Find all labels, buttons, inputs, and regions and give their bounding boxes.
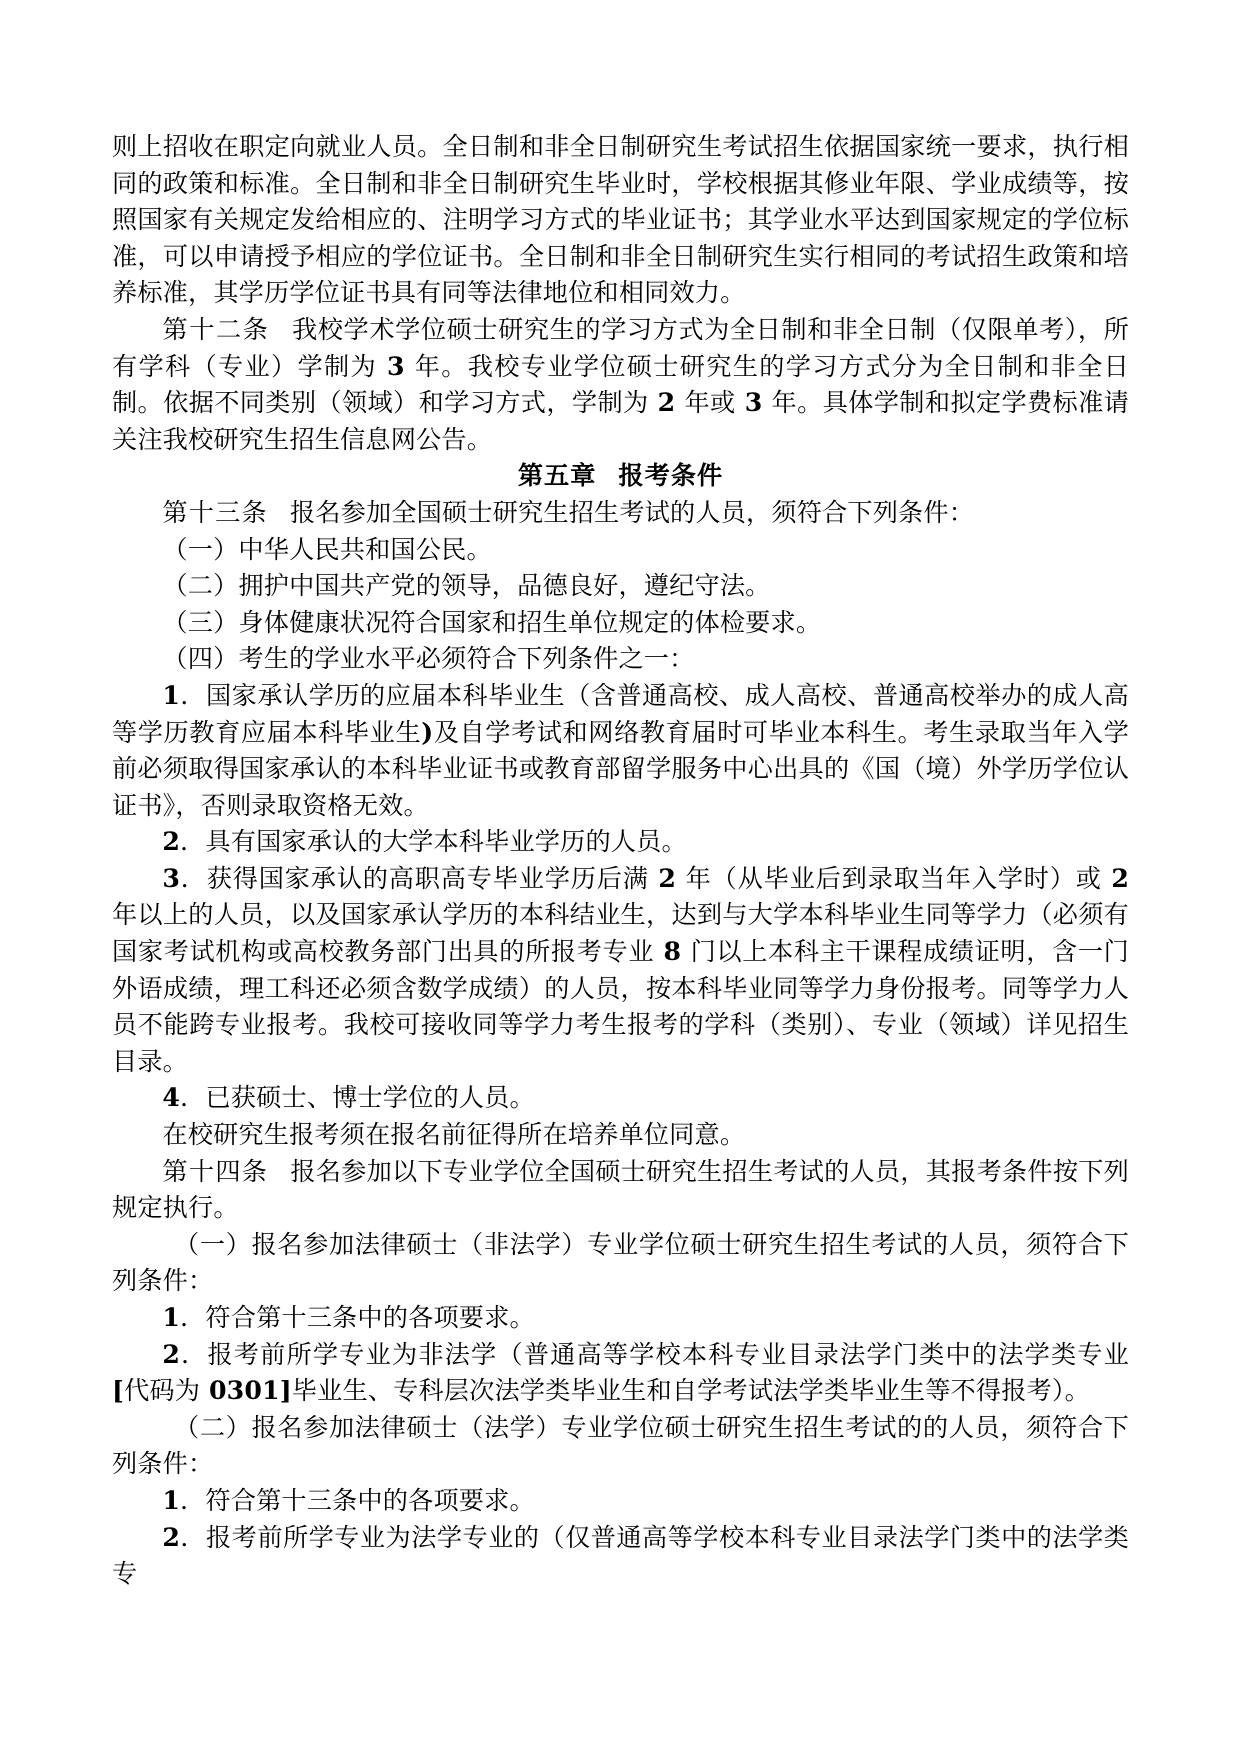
item-13-2: （二）拥护中国共产党的领导，品德良好，遵纪守法。 (162, 570, 771, 601)
item-14-1: （一）报名参加法律硕士（非法学）专业学位硕士研究生招生考试的人员，须符合下列条件： (112, 1228, 1129, 1296)
item-14-1-2: 2．报考前所学专业为非法学（普通高等学校本科专业目录法学门类中的法学类专业[代码为 0301]毕业生、专科层次法学类毕业生和自学考试法学类毕业生等不得报考）。 (112, 1338, 1129, 1406)
item-13-4-2: 2．具有国家承认的大学本科毕业学历的人员。 (162, 826, 687, 857)
article-thirteen-label: 第十三条 (162, 496, 268, 527)
item-14-2-1: 1．符合第十三条中的各项要求。 (162, 1484, 535, 1515)
article-twelve-label: 第十二条 (162, 313, 270, 344)
chapter-five-title: 报考条件 (618, 460, 724, 491)
item-13-4-1: 1．国家承认学历的应届本科毕业生（含普通高校、成人高校、普通高校举办的成人高等学历教育应届本科毕业生)及自学考试和网络教育届时可毕业本科生。考生录取当年入学前必须取得国家承认的本科毕业证书或教育部留学服务中心出具的《国（境）外学历学位认证书》，否则录取资格无效。 (112, 679, 1129, 820)
item-13-4: （四）考生的学业水平必须符合下列条件之一： (162, 643, 695, 674)
article-thirteen-text: 报名参加全国硕士研究生招生考试的人员，须符合下列条件： (289, 496, 975, 527)
item-14-2-2: 2．报考前所学专业为法学专业的（仅普通高等学校本科专业目录法学门类中的法学类专 (112, 1521, 1129, 1589)
item-13-1: （一）中华人民共和国公民。 (162, 533, 492, 564)
item-13-note: 在校研究生报考须在报名前征得所在培养单位同意。 (162, 1119, 746, 1150)
item-13-4-4: 4．已获硕士、博士学位的人员。 (162, 1082, 535, 1113)
item-13-3: （三）身体健康状况符合国家和招生单位规定的体检要求。 (162, 606, 822, 637)
article-fourteen (112, 1153, 1129, 1226)
chapter-five-number: 第五章 (517, 460, 597, 491)
article-twelve-text: 我校学术学位硕士研究生的学习方式为全日制和非全日制（仅限单考），所有学科（专业）学制为 3 年。我校专业学位硕士研究生的学习方式分为全日制和非全日制。依据不同类别（领域）和学习方式，学制为 2 年或 3 年。具体学制和拟定学费标准请关注我校研究生招生信息网公告。 (112, 313, 1129, 454)
article-fourteen-label: 第十四条 (162, 1155, 269, 1186)
article-fourteen-text: 报名参加以下专业学位全国硕士研究生招生考试的人员，其报考条件按下列规定执行。 (112, 1155, 1129, 1223)
article-twelve (112, 311, 1129, 457)
paragraph-continuation: 则上招收在职定向就业人员。全日制和非全日制研究生考试招生依据国家统一要求，执行相同的政策和标准。全日制和非全日制研究生毕业时，学校根据其修业年限、学业成绩等，按照国家有关规定发给相应的、注明学习方式的毕业证书；其学业水平达到国家规定的学位标准，可以申请授予相应的学位证书。全日制和非全日制研究生实行相同的考试招生政策和培养标准，其学历学位证书具有同等法律地位和相同效力。 (112, 131, 1129, 308)
item-14-1-1: 1．符合第十三条中的各项要求。 (162, 1302, 535, 1332)
item-14-2: （二）报名参加法律硕士（法学）专业学位硕士研究生招生考试的的人员，须符合下列条件： (112, 1411, 1129, 1479)
item-13-4-3: 3．获得国家承认的高职高专毕业学历后满 2 年（从毕业后到录取当年入学时）或 2 年以上的人员，以及国家承认学历的本科结业生，达到与大学本科毕业生同等学力（必须有国家考试机构或高校教务部门出具的所报考专业 8 门以上本科主干课程成绩证明，含一门外语成绩，理工科还必须含数学成绩）的人员，按本科毕业同等学力身份报考。同等学力人员不能跨专业报考。我校可接收同等学力考生报考的学科（类别）、专业（领域）详见招生目录。 (112, 862, 1129, 1076)
document-body (112, 128, 1129, 1592)
article-thirteen (112, 494, 1129, 531)
chapter-five-heading (112, 457, 1129, 494)
